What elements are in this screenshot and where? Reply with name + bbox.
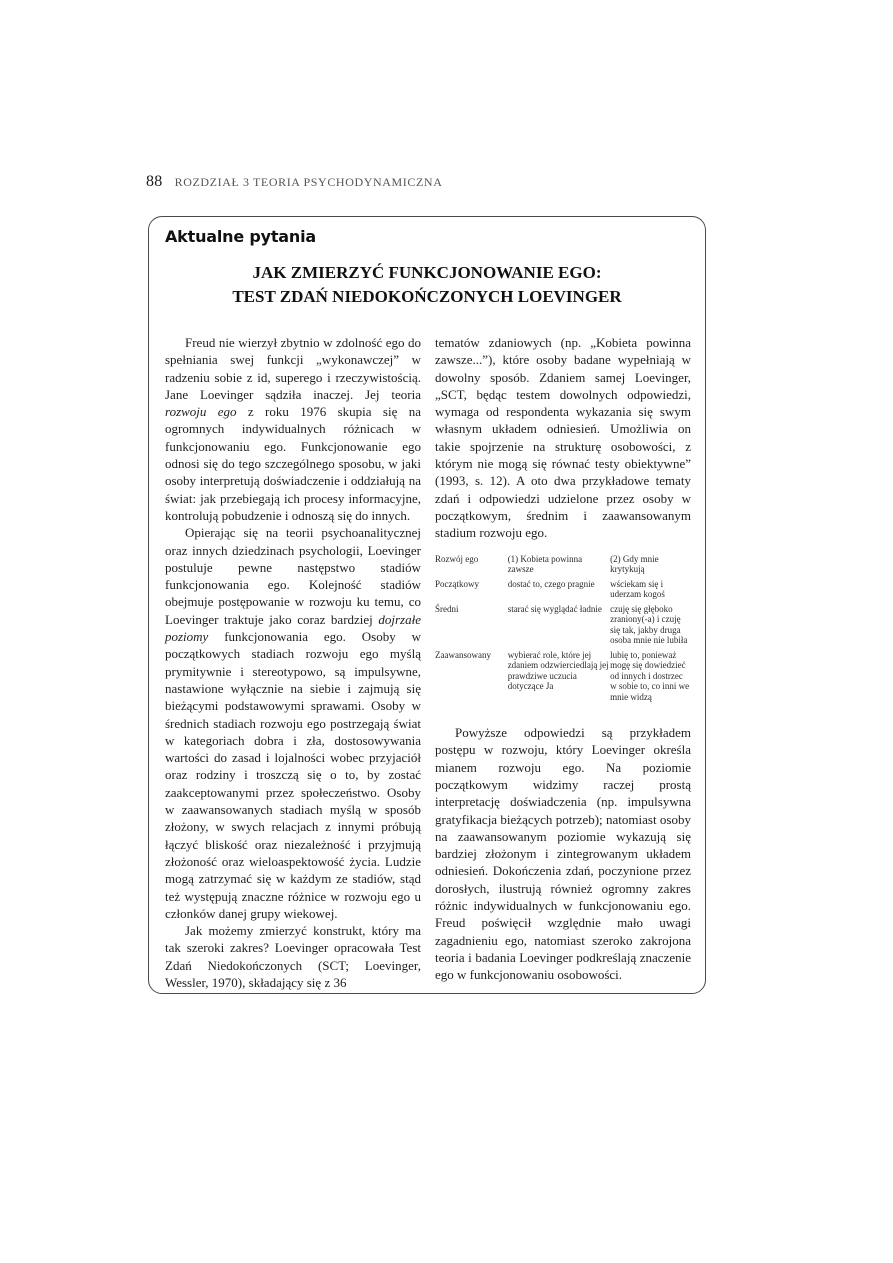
left-column xyxy=(165,334,421,991)
paragraph: Powyższe odpowiedzi są przykładem postępu w rozwoju, który Loevinger określa mianem rozwoju ego. Na poziomie początkowym widzimy raczej prostą interpretację doświadczenia (np. impulsywna gratyfikacja bieżących potrzeb); natomiast osoby na zaawansowanym poziomie wykazują się bardziej złożonym i zintegrowanym układem odniesień. Dokończenia zdań, poczynione przez dorosłych, ilustrują również ogromny zakres różnic indywidualnych w funkcjonowaniu ego. Freud poświęcił względnie mało uwagi zagadnieniu ego, natomiast szeroko zakrojona teoria i badania Loevinger podkreślają znaczenie ego w funkcjonowaniu osobowości. xyxy=(435,725,691,983)
table-header-cell: (1) Kobieta powinna zawsze xyxy=(507,553,583,575)
box-title xyxy=(149,261,705,309)
paragraph: Jak możemy zmierzyć konstrukt, który ma tak szeroki zakres? Loevinger opracowała Test Zdań Niedokończonych (SCT; Loevinger, Wessler, 1970), składający się z 36 xyxy=(165,923,421,990)
box-label: Aktualne pytania xyxy=(165,227,316,246)
box-title-line-2: TEST ZDAŃ NIEDOKOŃCZONYCH LOEVINGER xyxy=(232,287,622,306)
paragraph: Freud nie wierzył zbytnio w zdolność ego do spełniania swej funkcji „wykonawczej” w radzeniu sobie z id, superego i rzeczywistością. Jane Loevinger sądziła inaczej. Jej teoria rozwoju ego z roku 1976 skupia się na ogromnych indywidualnych różnicach w funkcjonowaniu ego. Funkcjonowanie ego odnosi się do tego szczególnego sposobu, w jaki osoby interpretują doświadczenie i oddziałują na świat: jak przebiegają ich procesy informacyjne, kontrolują pobudzenie i odnoszą się do innych. xyxy=(165,335,421,523)
ego-stages-table xyxy=(435,554,691,707)
table-row xyxy=(435,579,691,604)
table-cell: dostać to, czego pragnie xyxy=(507,578,595,589)
table-header-row xyxy=(435,554,691,579)
table-cell: wybierać role, które jej zdaniem odzwierciedlają jej prawdziwe uczucia dotyczące Ja xyxy=(507,649,609,692)
box-title-line-1: JAK ZMIERZYĆ FUNKCJONOWANIE EGO: xyxy=(252,263,602,282)
sidebar-box xyxy=(148,216,706,994)
paragraph: tematów zdaniowych (np. „Kobieta powinna zawsze...”), które osoby badane wypełniają w dowolny sposób. Zdaniem samej Loevinger, „SCT, będąc testem dowolnych odpowiedzi, wymaga od respondenta wykazania się swym własnym układem odniesień. Umożliwia on takie spojrzenie na strukturę osobowości, z którym nie mogą się równać testy obiektywne” (1993, s. 12). A oto dwa przykładowe tematy zdań i odpowiedzi udzielone przez osoby w początkowym, średnim i zaawansowanym stadium rozwoju ego. xyxy=(435,335,691,541)
table-row xyxy=(435,650,691,707)
table-cell: Zaawansowany xyxy=(435,649,491,660)
running-head xyxy=(146,173,442,191)
table-cell: Średni xyxy=(435,603,459,614)
table-row xyxy=(435,604,691,650)
table-header-cell: Rozwój ego xyxy=(435,553,479,564)
table-header-cell: (2) Gdy mnie krytykują xyxy=(610,553,659,575)
chapter-title: ROZDZIAŁ 3 TEORIA PSYCHODYNAMICZNA xyxy=(174,175,443,189)
table-cell: czuję się głęboko zraniony(-a) i czuję się tak, jakby druga osoba mnie nie lubiła xyxy=(610,603,688,646)
table-cell: starać się wyglądać ładnie xyxy=(507,603,602,614)
table-cell: wściekam się i uderzam kogoś xyxy=(610,578,665,600)
right-column xyxy=(435,334,691,984)
table-cell: lubię to, ponieważ mogę się dowiedzieć od innych i dostrzec w sobie to, co inni we mnie widzą xyxy=(610,649,690,702)
paragraph: Opierając się na teorii psychoanalitycznej oraz innych dziedzinach psychologii, Loevinger postuluje pewne następstwo stadiów funkcjonowania ego. Kolejność stadiów obejmuje postępowanie w rozwoju ku temu, co Loevinger traktuje jako coraz bardziej dojrzałe poziomy funkcjonowania ego. Osoby w początkowych stadiach rozwoju ego myślą prymitywnie i stereotypowo, są impulsywne, nastawione wyłącznie na siebie i zajmują się bieżącymi podstawowymi sprawami. Osoby w średnich stadiach rozwoju ego postrzegają świat w kategoriach dobra i zła, dostosowywania wartości do zasad i lojalności wobec przyjaciół oraz rodziny i troszczą się o to, by zostać zaakceptowanymi przez społeczeństwo. Osoby w zaawansowanych stadiach myślą w sposób złożony, w swych relacjach z innymi próbują łączyć bliskość oraz niezależność i przyjmują złożoność oraz wieloaspektowość życia. Ludzie mogą zatrzymać się w każdym ze stadiów, stąd też występują znaczne różnice w rozwoju ego u członków danej grupy wiekowej. xyxy=(165,525,421,921)
table-cell: Początkowy xyxy=(435,578,479,589)
page-number: 88 xyxy=(146,173,163,190)
